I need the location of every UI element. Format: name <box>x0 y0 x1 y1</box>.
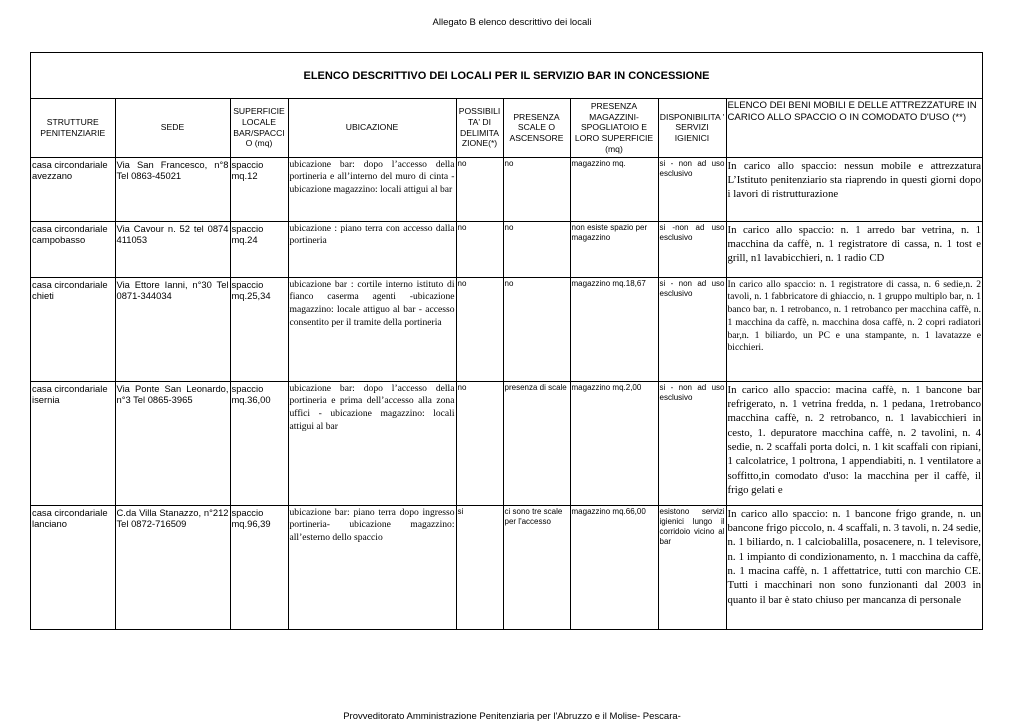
cell-servizi: si - non ad uso esclusivo <box>658 277 726 381</box>
cell-servizi: si - non ad uso esclusivo <box>658 157 726 221</box>
col-header-magazzini: PRESENZA MAGAZZINI-SPOGLIATOIO E LORO SUPERFICIE (mq) <box>570 99 658 157</box>
table-row <box>31 277 982 381</box>
cell-beni: In carico allo spaccio: macina caffè, n. 1 bancone bar refrigerato, n. 1 vetrina fredda, n. 1 pedana, 1retrobanco macchina caffè, n. 2 retrobanco, n. 1 lavabicchieri in cesto, 1. depuratore macchina caffè, n. 2 tavolini, n. 4 sedie, n. 2 scaffali porta dolci, n. 1 kit scaffali con ripiani, 1 calcolatrice, 1 poltrona, 1 appendiabiti, n. 1 ventilatore a soffitto,in comodato d'uso: la macchina per il caffè, il frigo gelati e <box>726 381 982 505</box>
col-header-beni: ELENCO DEI BENI MOBILI E DELLE ATTREZZATURE IN CARICO ALLO SPACCIO O IN COMODATO D'USO (**) <box>726 99 982 157</box>
table-title: ELENCO DESCRITTIVO DEI LOCALI PER IL SERVIZIO BAR IN CONCESSIONE <box>31 53 982 99</box>
col-header-servizi: DISPONIBILITA ' SERVIZI IGIENICI <box>658 99 726 157</box>
page-footer-note: Provveditorato Amministrazione Penitenziaria per l'Abruzzo e il Molise- Pescara- <box>343 711 681 722</box>
cell-possibilita: no <box>456 157 503 221</box>
cell-magazzini: magazzino mq.2,00 <box>570 381 658 505</box>
cell-scale: ci sono tre scale per l'accesso <box>503 505 570 629</box>
cell-scale: no <box>503 277 570 381</box>
col-header-sede: SEDE <box>115 99 230 157</box>
cell-beni: In carico allo spaccio: n. 1 arredo bar vetrina, n. 1 macchina da caffè, n. 1 registratore di cassa, n. 1 tost e grill, n1 lavabicchieri, n. 1 radio CD <box>726 221 982 277</box>
cell-superficie: spaccio mq.12 <box>230 157 288 221</box>
cell-scale: presenza di scale <box>503 381 570 505</box>
cell-superficie: spaccio mq.96,39 <box>230 505 288 629</box>
cell-ubicazione: ubicazione bar: dopo l’accesso della portineria e all’interno del muro di cinta - ubicazione magazzino: locali attigui al bar <box>288 157 456 221</box>
cell-sede: Via Ettore Ianni, n°30 Tel 0871-344034 <box>115 277 230 381</box>
cell-superficie: spaccio mq.36,00 <box>230 381 288 505</box>
cell-struttura: casa circondariale campobasso <box>31 221 115 277</box>
cell-magazzini: magazzino mq.18,67 <box>570 277 658 381</box>
cell-sede: C.da Villa Stanazzo, n°212 Tel 0872-716509 <box>115 505 230 629</box>
page-header-note: Allegato B elenco descrittivo dei locali <box>432 17 592 28</box>
cell-beni: In carico allo spaccio: n. 1 registratore di cassa, n. 6 sedie,n. 2 tavoli, n. 1 fabbricatore di ghiaccio, n. 1 gruppo multiplo bar, n. 1 banco bar, n. 1 retrobanco, n. 1 retrobanco per macchina caffè, n. 1 macchina da caffè, n. macchina dosa caffè, n. 2 copri radiatori bar,n. 1 biliardo, un PC e una stampante, n. 1 lavatazze e bicchieri. <box>726 277 982 381</box>
table-header-row <box>31 99 982 157</box>
cell-possibilita: no <box>456 381 503 505</box>
cell-servizi: esistono servizi igienici lungo il corridoio vicino al bar <box>658 505 726 629</box>
cell-beni: In carico allo spaccio: n. 1 bancone frigo grande, n. un bancone frigo piccolo, n. 4 scaffali, n. 3 tavoli, n. 24 sedie, n. 1 biliardo, n. 1 calciobalilla, posacenere, n. 1 televisore, n. 1 impianto di condizionamento, n. 1 macchina da caffè, n. 1 macina caffè, n. 1 affettatrice, tutti con marchio CE. Tutti i macchinari non sono funzionanti dal 2003 in quanto il bar è stato chiuso per mancanza di personale <box>726 505 982 629</box>
cell-possibilita: si <box>456 505 503 629</box>
cell-ubicazione: ubicazione bar : cortile interno istituto di fianco caserma agenti -ubicazione magazzino: locale attiguo al bar - accesso consentito per il tramite della portineria <box>288 277 456 381</box>
cell-sede: Via San Francesco, n°8 Tel 0863-45021 <box>115 157 230 221</box>
cell-ubicazione: ubicazione : piano terra con accesso dalla portineria <box>288 221 456 277</box>
cell-beni: In carico allo spaccio: nessun mobile e attrezzatura L’Istituto penitenziario sta riaprendo in questi giorni dopo i lavori di ristrutturazione <box>726 157 982 221</box>
table-row <box>31 221 982 277</box>
locali-table <box>31 99 982 630</box>
cell-ubicazione: ubicazione bar: piano terra dopo ingresso portineria- ubicazione magazzino: all’esterno dello spaccio <box>288 505 456 629</box>
cell-scale: no <box>503 157 570 221</box>
cell-magazzini: magazzino mq. <box>570 157 658 221</box>
cell-struttura: casa circondariale avezzano <box>31 157 115 221</box>
col-header-possibilita: POSSIBILI TA' DI DELIMITA ZIONE(*) <box>456 99 503 157</box>
cell-servizi: si -non ad uso esclusivo <box>658 221 726 277</box>
cell-magazzini: magazzino mq.66,00 <box>570 505 658 629</box>
cell-struttura: casa circondariale lanciano <box>31 505 115 629</box>
cell-possibilita: no <box>456 277 503 381</box>
col-header-scale: PRESENZA SCALE O ASCENSORE <box>503 99 570 157</box>
cell-possibilita: no <box>456 221 503 277</box>
cell-sede: Via Ponte San Leonardo, n°3 Tel 0865-3965 <box>115 381 230 505</box>
document-table-frame <box>30 52 983 630</box>
cell-superficie: spaccio mq.24 <box>230 221 288 277</box>
col-header-ubicazione: UBICAZIONE <box>288 99 456 157</box>
cell-superficie: spaccio mq.25,34 <box>230 277 288 381</box>
col-header-superficie: SUPERFICIE LOCALE BAR/SPACCI O (mq) <box>230 99 288 157</box>
table-row <box>31 381 982 505</box>
cell-servizi: si - non ad uso esclusivo <box>658 381 726 505</box>
cell-magazzini: non esiste spazio per magazzino <box>570 221 658 277</box>
table-row <box>31 505 982 629</box>
cell-scale: no <box>503 221 570 277</box>
col-header-strutture: STRUTTURE PENITENZIARIE <box>31 99 115 157</box>
cell-struttura: casa circondariale chieti <box>31 277 115 381</box>
cell-ubicazione: ubicazione bar: dopo l’accesso della portineria e prima dell’accesso alla zona uffici - ubicazione magazzino: locali attigui al bar <box>288 381 456 505</box>
table-row <box>31 157 982 221</box>
cell-sede: Via Cavour n. 52 tel 0874 411053 <box>115 221 230 277</box>
cell-struttura: casa circondariale isernia <box>31 381 115 505</box>
